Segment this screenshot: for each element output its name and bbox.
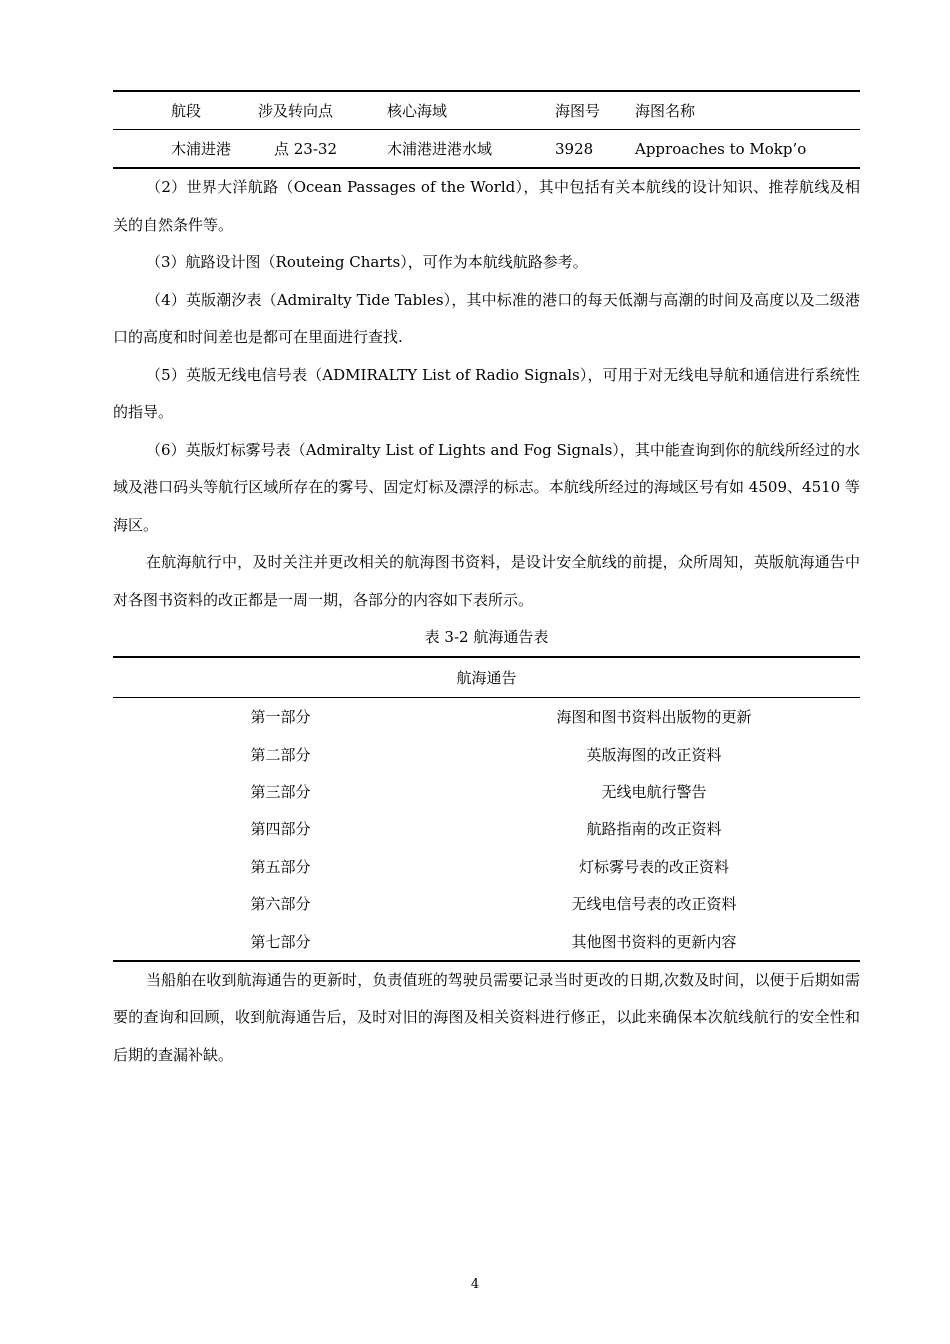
table-row <box>113 773 860 810</box>
cell-leg: 木浦进港 <box>171 140 232 158</box>
header-chart-name: 海图名称 <box>635 102 696 120</box>
part-content: 英版海图的改正资料 <box>586 745 722 764</box>
header-core-waters: 核心海域 <box>387 102 448 120</box>
part-content: 无线电信号表的改正资料 <box>571 895 737 914</box>
notices-table-header-row <box>113 657 860 698</box>
part-label: 第三部分 <box>250 782 311 801</box>
paragraph-lights-fog-signals: （6）英版灯标雾号表（Admiralty List of Lights and Fog Signals），其中能查询到你的航线所经过的水域及港口码头等航行区域所存在的雾号、固定灯标及漂浮的标志。本航线所经过的海域区号有如 4509、4510 等海区。 <box>113 440 860 534</box>
notices-table-header: 航海通告 <box>113 657 860 698</box>
part-label: 第五部分 <box>250 857 311 876</box>
paragraph-routeing-charts: （3）航路设计图（Routeing Charts），可作为本航线航路参考。 <box>146 253 588 271</box>
cell-core-waters: 木浦港进港水域 <box>387 140 493 158</box>
table-row <box>113 810 860 847</box>
cell-chart-number: 3928 <box>555 139 594 158</box>
header-turning-points: 涉及转向点 <box>258 102 334 120</box>
header-leg: 航段 <box>171 102 202 120</box>
paragraph-closing: 当船舶在收到航海通告的更新时，负责值班的驾驶员需要记录当时更改的日期,次数及时间，以便于后期如需要的查询和回顾，收到航海通告后，及时对旧的海图及相关资料进行修正，以此来确保本次航线航行的安全性和后期的查漏补缺。 <box>113 970 860 1064</box>
part-label: 第七部分 <box>250 932 311 951</box>
part-label: 第六部分 <box>250 895 311 914</box>
table-row <box>113 922 860 960</box>
part-content: 灯标雾号表的改正资料 <box>578 857 729 876</box>
part-content: 无线电航行警告 <box>601 782 707 801</box>
header-chart-number: 海图号 <box>555 102 601 120</box>
chart-table <box>113 90 860 169</box>
table-row <box>113 130 860 169</box>
part-label: 第一部分 <box>250 708 311 727</box>
cell-chart-name: Approaches to Mokp’o <box>635 139 807 158</box>
page-number: 4 <box>470 1277 480 1292</box>
part-content: 海图和图书资料出版物的更新 <box>556 708 752 727</box>
notices-table <box>113 656 860 962</box>
part-label: 第四部分 <box>250 820 311 839</box>
table-row <box>113 885 860 922</box>
table-row <box>113 698 860 736</box>
paragraph-radio-signals: （5）英版无线电信号表（ADMIRALTY List of Radio Signals），可用于对无线电导航和通信进行系统性的指导。 <box>113 365 860 421</box>
paragraph-notices-intro: 在航海航行中，及时关注并更改相关的航海图书资料，是设计安全航线的前提，众所周知，英版航海通告中对各图书资料的改正都是一周一期，各部分的内容如下表所示。 <box>113 553 860 609</box>
paragraph-ocean-passages: （2）世界大洋航路（Ocean Passages of the World），其中包括有关本航线的设计知识、推荐航线及相关的自然条件等。 <box>113 178 860 234</box>
document-page <box>113 90 860 1074</box>
part-label: 第二部分 <box>250 745 311 764</box>
table-row <box>113 848 860 885</box>
table-row <box>113 735 860 772</box>
paragraph-tide-tables: （4）英版潮汐表（Admiralty Tide Tables），其中标准的港口的每天低潮与高潮的时间及高度以及二级港口的高度和时间差也是都可在里面进行查找. <box>113 290 860 346</box>
cell-turning-points: 点 23-32 <box>274 140 338 158</box>
table-caption: 表 3-2 航海通告表 <box>424 628 549 646</box>
part-content: 其他图书资料的更新内容 <box>571 932 737 951</box>
part-content: 航路指南的改正资料 <box>586 820 722 839</box>
chart-table-header-row <box>113 91 860 130</box>
